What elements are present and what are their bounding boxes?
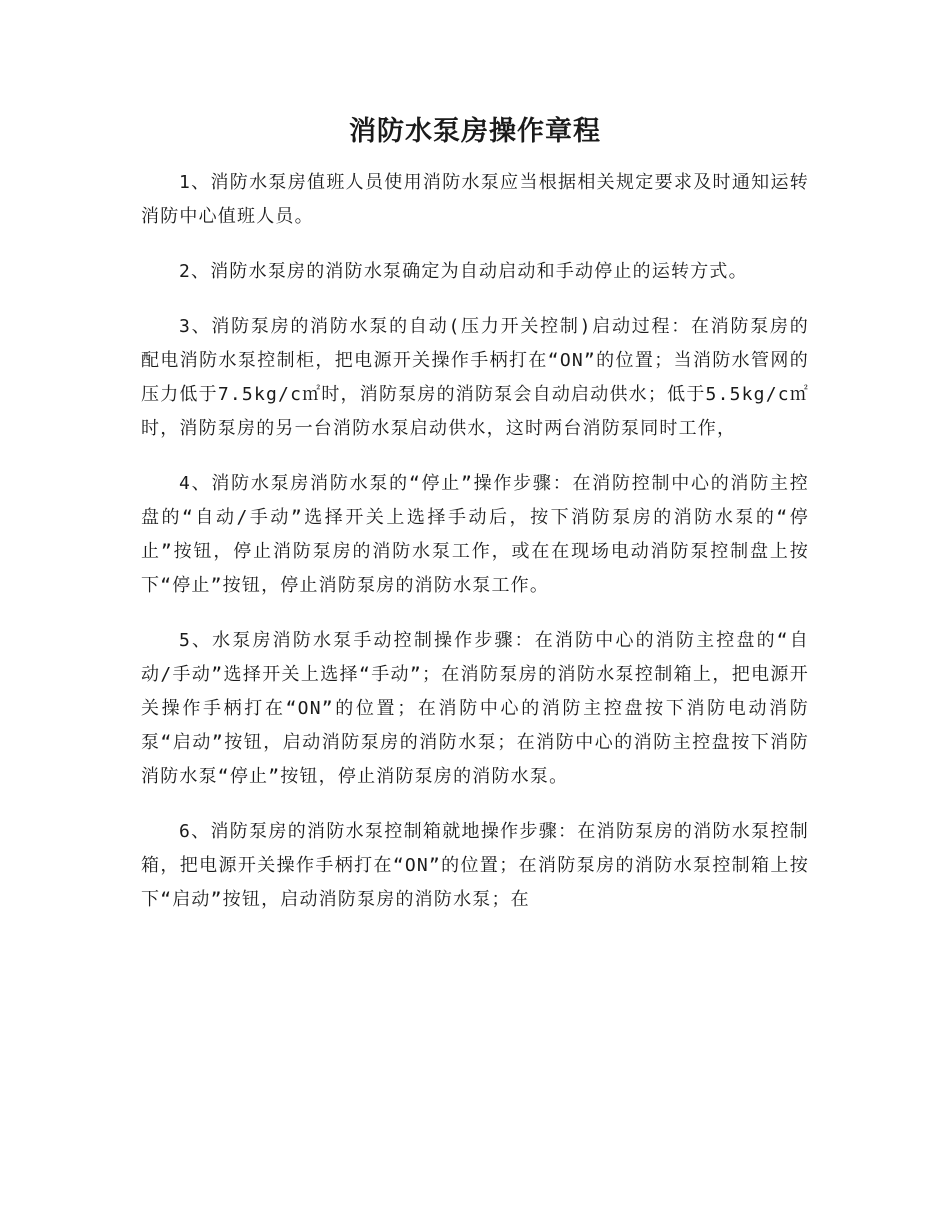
document-body — [141, 166, 809, 938]
paragraph-3: 3、消防泵房的消防水泵的自动(压力开关控制)启动过程：在消防泵房的配电消防水泵控制柜，把电源开关操作手柄打在“ON”的位置；当消防水管网的压力低于7.5kg/c㎡时，消防泵房的消防泵会自动启动供水；低于5.5kg/c㎡时，消防泵房的另一台消防水泵启动供水，这时两台消防泵同时工作， — [141, 316, 809, 439]
paragraph-5: 5、水泵房消防水泵手动控制操作步骤：在消防中心的消防主控盘的“自动/手动”选择开关上选择“手动”；在消防泵房的消防水泵控制箱上，把电源开关操作手柄打在“ON”的位置；在消防中心的消防主控盘按下消防电动消防泵“启动”按钮，启动消防泵房的消防水泵；在消防中心的消防主控盘按下消防消防水泵“停止”按钮，停止消防泵房的消防水泵。 — [141, 630, 809, 787]
paragraph-1: 1、消防水泵房值班人员使用消防水泵应当根据相关规定要求及时通知运转消防中心值班人员。 — [141, 172, 809, 227]
document-title: 消防水泵房操作章程 — [349, 116, 601, 147]
paragraph-2: 2、消防水泵房的消防水泵确定为自动启动和手动停止的运转方式。 — [179, 261, 748, 282]
paragraph-6: 6、消防泵房的消防水泵控制箱就地操作步骤：在消防泵房的消防水泵控制箱，把电源开关操作手柄打在“ON”的位置；在消防泵房的消防水泵控制箱上按下“启动”按钮，启动消防泵房的消防水泵；在 — [141, 821, 809, 910]
paragraph-4: 4、消防水泵房消防水泵的“停止”操作步骤：在消防控制中心的消防主控盘的“自动/手动”选择开关上选择手动后，按下消防泵房的消防水泵的“停止”按钮，停止消防泵房的消防水泵工作，或在在现场电动消防泵控制盘上按下“停止”按钮，停止消防泵房的消防水泵工作。 — [141, 473, 809, 596]
